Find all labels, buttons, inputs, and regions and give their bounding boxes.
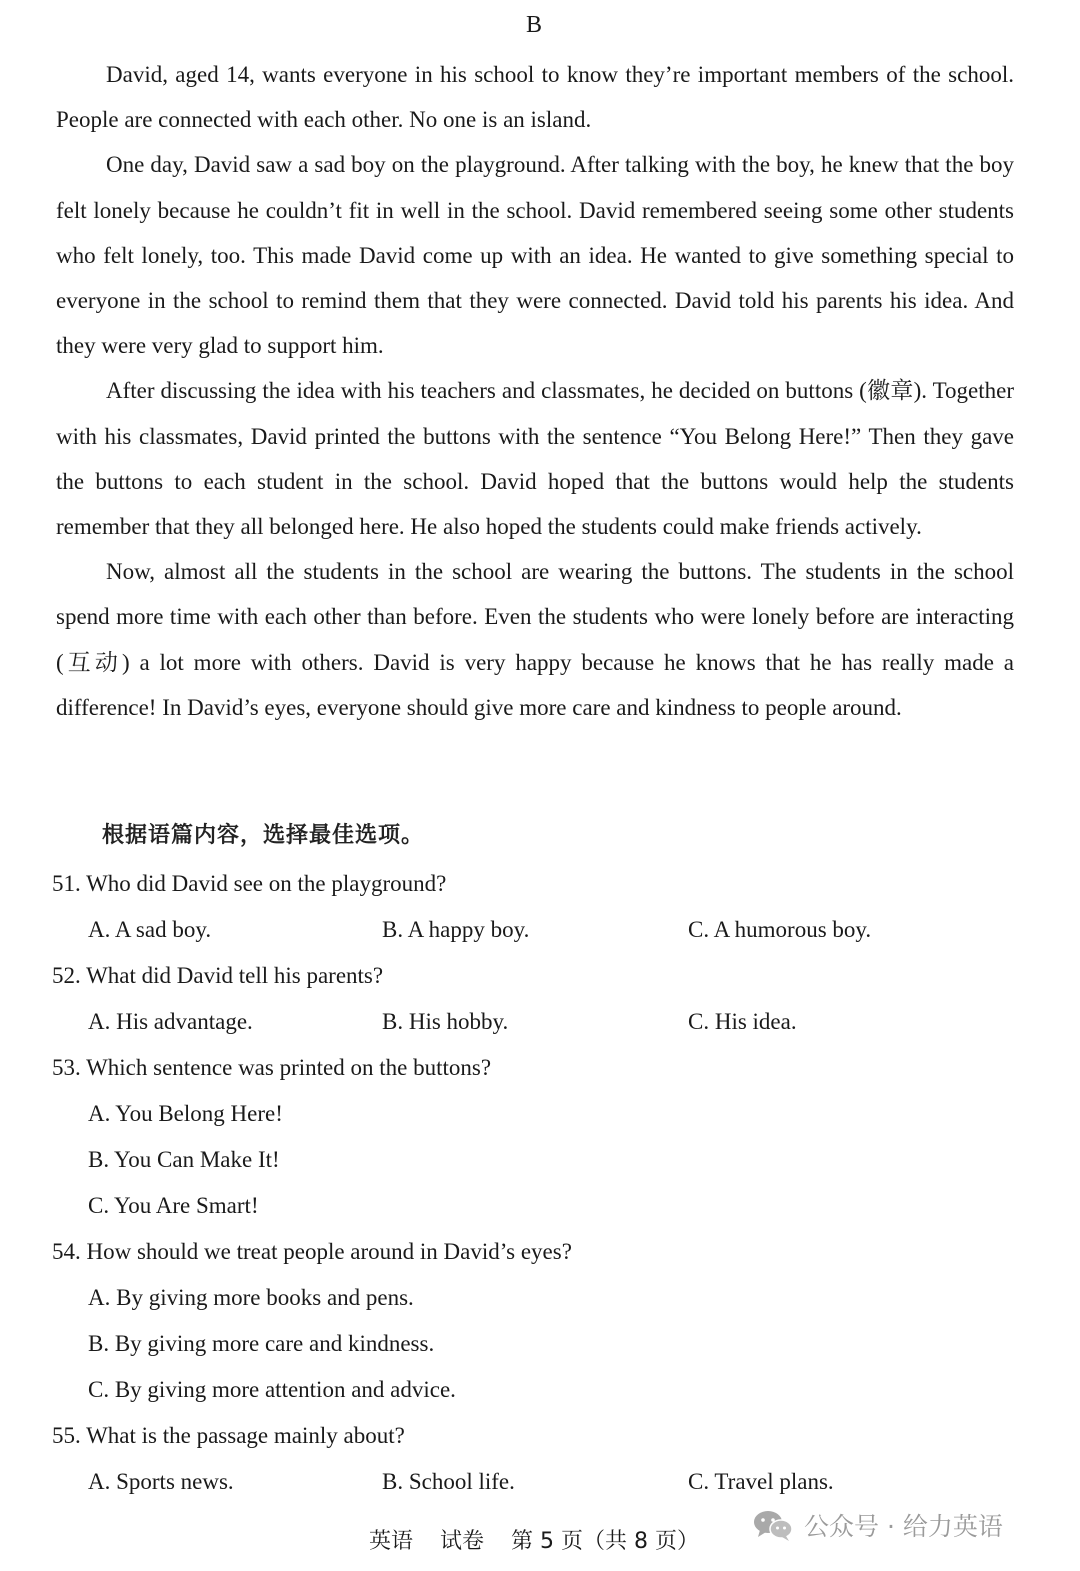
question-52	[52, 953, 1032, 1045]
option-b: B. His hobby.	[382, 1009, 509, 1034]
footer-page-number: 第 5 页（共 8 页）	[511, 1529, 699, 1554]
question-stem: 54. How should we treat people around in David’s eyes?	[52, 1239, 572, 1264]
option-a: A. Sports news.	[88, 1469, 234, 1494]
watermark-text: 公众号 · 给力英语	[804, 1512, 1003, 1541]
question-instruction: 根据语篇内容，选择最佳选项。	[102, 823, 425, 848]
passage-paragraph: Now, almost all the students in the school are wearing the buttons. The students in the school spend more time with each other than before. Even the students who were lonely before are interacting (互动) a lot more with others. David is very happy because he knows that he has really made a difference! In David’s eyes, everyone should give more care and kindness to people around.	[56, 559, 1014, 720]
question-stem: 51. Who did David see on the playground?	[52, 871, 447, 896]
watermark	[752, 1503, 1003, 1547]
question-list	[52, 861, 1032, 1505]
option-c: C. A humorous boy.	[688, 917, 872, 942]
passage-paragraph: One day, David saw a sad boy on the playground. After talking with the boy, he knew that the boy felt lonely because he couldn’t fit in well in the school. David remembered seeing some other students who felt lonely, too. This made David come up with an idea. He wanted to give something special to everyone in the school to remind them that they were connected. David told his parents his idea. And they were very glad to support him.	[56, 152, 1014, 359]
reading-passage	[56, 52, 1014, 730]
question-stem: 53. Which sentence was printed on the buttons?	[52, 1055, 492, 1080]
question-51	[52, 861, 1032, 953]
option-a: A. By giving more books and pens.	[88, 1285, 414, 1310]
option-a: A. You Belong Here!	[88, 1101, 283, 1126]
option-row	[52, 907, 1032, 953]
question-55	[52, 1413, 1032, 1505]
footer-subject: 英语	[369, 1529, 414, 1554]
passage-paragraph: David, aged 14, wants everyone in his school to know they’re important members of the school. People are connected with each other. No one is an island.	[56, 62, 1014, 133]
option-a: A. His advantage.	[88, 1009, 253, 1034]
wechat-icon	[752, 1508, 794, 1542]
option-b: B. A happy boy.	[382, 917, 530, 942]
section-heading: B	[525, 12, 542, 38]
option-row	[52, 999, 1032, 1045]
option-c: C. His idea.	[688, 1009, 797, 1034]
option-c: C. Travel plans.	[688, 1469, 834, 1494]
question-stem: 52. What did David tell his parents?	[52, 963, 384, 988]
passage-paragraph: After discussing the idea with his teachers and classmates, he decided on buttons (徽章). Together with his classmates, David printed the buttons with the sentence “You Belong Here!” Then they gave the buttons to each student in the school. David hoped that the buttons would help the students remember that they all belonged here. He also hoped the students could make friends actively.	[56, 378, 1014, 540]
option-b: B. You Can Make It!	[88, 1147, 280, 1172]
option-b: B. By giving more care and kindness.	[88, 1331, 435, 1356]
question-54	[52, 1229, 1032, 1413]
question-53	[52, 1045, 1032, 1229]
option-b: B. School life.	[382, 1469, 515, 1494]
question-stem: 55. What is the passage mainly about?	[52, 1423, 405, 1448]
option-c: C. You Are Smart!	[88, 1193, 259, 1218]
option-c: C. By giving more attention and advice.	[88, 1377, 456, 1402]
option-a: A. A sad boy.	[88, 917, 212, 942]
option-row	[52, 1459, 1032, 1505]
footer-paper: 试卷	[440, 1529, 485, 1554]
